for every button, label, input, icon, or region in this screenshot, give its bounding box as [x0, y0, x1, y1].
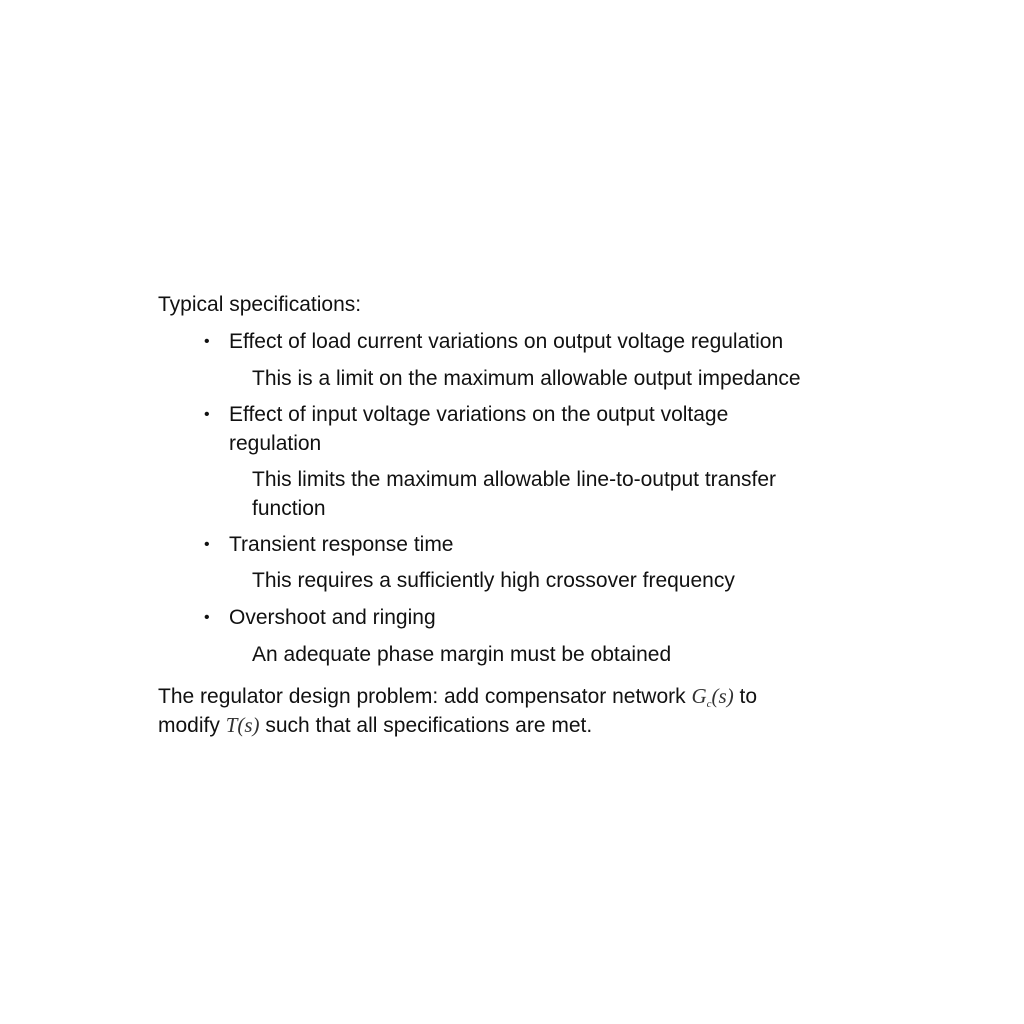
conclusion-line-1-suffix: to [733, 685, 758, 708]
item-2-note-1: This limits the maximum allowable line-to-output transfer [252, 468, 777, 491]
item-2-line-2: regulation [229, 432, 322, 455]
bullet-1: • [204, 333, 210, 350]
gc-main: G [691, 684, 707, 708]
item-2-line-1: Effect of input voltage variations on the output voltage [229, 403, 729, 426]
bullet-3: • [204, 536, 210, 553]
bullet-4: • [204, 609, 210, 626]
item-2-note-2: function [252, 497, 326, 520]
conclusion-line-2-prefix: modify [158, 714, 226, 737]
conclusion-line-1-prefix: The regulator design problem: add compensator network [158, 685, 692, 708]
item-4-line-1: Overshoot and ringing [229, 606, 436, 629]
gc-arg: (s) [711, 684, 734, 708]
gc-subscript: c [706, 698, 712, 710]
gc-of-s-math [691, 684, 733, 708]
heading: Typical specifications: [158, 293, 362, 316]
item-1-note-1: This is a limit on the maximum allowable output impedance [252, 367, 801, 390]
t-of-s-math: T(s) [225, 713, 260, 737]
item-4-note-1: An adequate phase margin must be obtained [252, 643, 672, 666]
item-3-note-1: This requires a sufficiently high crossover frequency [252, 569, 735, 592]
item-1-line-1: Effect of load current variations on output voltage regulation [229, 330, 784, 353]
conclusion-line-2 [158, 711, 592, 740]
bullet-2: • [204, 406, 210, 423]
item-3-line-1: Transient response time [229, 533, 454, 556]
conclusion-line-2-suffix: such that all specifications are met. [259, 714, 593, 737]
